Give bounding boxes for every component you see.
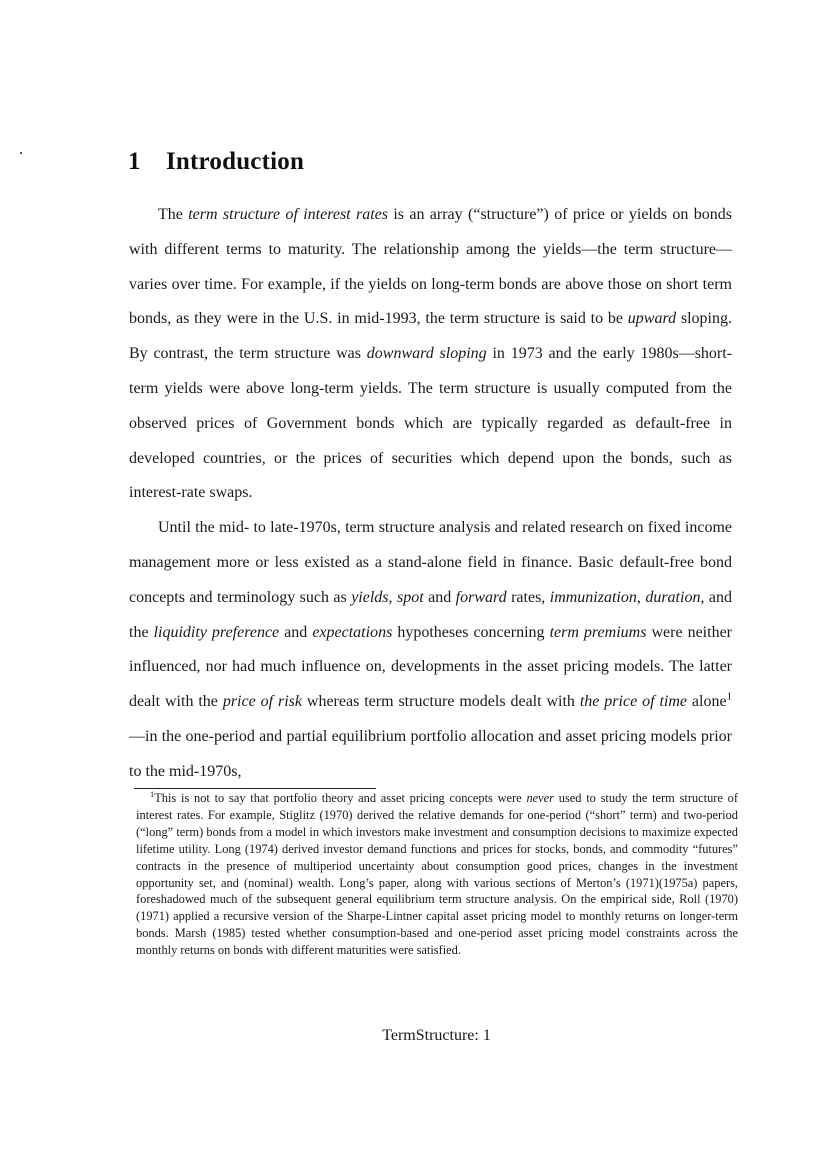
emphasis: liquidity preference xyxy=(153,623,280,641)
text-run: rates, xyxy=(506,588,550,606)
body-text xyxy=(129,198,732,790)
emphasis: forward xyxy=(455,588,507,606)
text-run: is an array (“structure”) of price or yields on bonds with different terms to maturity. The relationship among the yields—the term structure— varies over time. For example, if the yields on long-term bonds are above those on short term bonds, as they were in the U.S. in mid-1993, the term structure is said to be xyxy=(129,206,733,328)
text-run: in 1973 and the early 1980s—short-term yields were above long-term yields. The term structure is usually computed from the observed prices of Government bonds which are typically regarded as default-free in developed countries, or the prices of securities which depend upon the bonds, such as interest-rate swaps. xyxy=(129,345,733,502)
section-heading xyxy=(128,148,304,176)
text-run: were neither influenced, nor had much influence on, developments in the asset pricing models. The latter dealt with the xyxy=(129,623,733,711)
section-number: 1 xyxy=(128,148,141,175)
emphasis: the price of time xyxy=(579,693,687,711)
scan-speck xyxy=(20,152,22,154)
text-run: , and the xyxy=(129,588,733,641)
emphasis: term premiums xyxy=(549,623,647,641)
text-run: Until the mid- to late-1970s, term structure analysis and related research on fixed income management more or less existed as a stand-alone field in finance. Basic default-free bond concepts and terminology such as xyxy=(129,519,732,606)
text-run: The xyxy=(158,206,189,223)
text-run: and xyxy=(279,623,313,641)
emphasis: term structure of interest rates xyxy=(188,206,388,223)
emphasis: upward xyxy=(627,310,677,328)
footnotes xyxy=(136,790,738,959)
text-run: whereas term structure models dealt with xyxy=(301,693,580,711)
emphasis: immunization xyxy=(549,588,637,606)
paragraph xyxy=(129,511,732,789)
emphasis: downward sloping xyxy=(366,345,487,363)
emphasis: spot xyxy=(396,588,424,606)
paragraph xyxy=(129,198,732,511)
emphasis: price of risk xyxy=(222,693,302,711)
text-run: —in the one-period and partial equilibrium portfolio allocation and asset pricing models prior to the mid-1970s, xyxy=(129,727,732,780)
emphasis: duration xyxy=(645,588,701,606)
text-run: alone xyxy=(687,693,727,711)
text-run: sloping. By contrast, the term structure was xyxy=(129,310,732,363)
footnote-rule xyxy=(134,788,376,789)
footnote-mark: 1 xyxy=(150,788,155,799)
text-run: , xyxy=(636,588,646,606)
text-run: and xyxy=(423,588,456,606)
emphasis: yields xyxy=(351,588,389,606)
emphasis: never xyxy=(526,791,554,805)
emphasis: expectations xyxy=(312,623,393,641)
text-run: hypotheses concerning xyxy=(392,623,550,641)
text-run: , xyxy=(388,588,397,606)
page-footer: TermStructure: 1 xyxy=(382,1027,491,1044)
section-title: Introduction xyxy=(166,148,305,175)
footnote xyxy=(136,790,738,959)
footnote-reference[interactable]: 1 xyxy=(726,690,732,703)
text-run: This is not to say that portfolio theory and asset pricing concepts were xyxy=(154,791,527,805)
text-run: used to study the term structure of interest rates. For example, Stiglitz (1970) derived the relative demands for one-period (“short” term) and two-period (“long” term) bonds from a model in which investors make investment and consumption decisions to maximize expected lifetime utility. Long (1974) derived investor demand functions and prices for stocks, bonds, and commodity “futures” contracts in the presence of multiperiod uncertainty about consumption good prices, changes in the investment opportunity set, and (nominal) wealth. Long’s paper, along with various sections of Merton’s (1971)(1975a) papers, foreshadowed much of the subsequent general equilibrium term structure analysis. On the empirical side, Roll (1970)(1971) applied a recursive version of the Sharpe-Lintner capital asset pricing model to monthly returns on longer-term bonds. Marsh (1985) tested whether consumption-based and one-period asset pricing model constraints across the monthly returns on bonds with different maturities were satisfied. xyxy=(136,791,739,958)
